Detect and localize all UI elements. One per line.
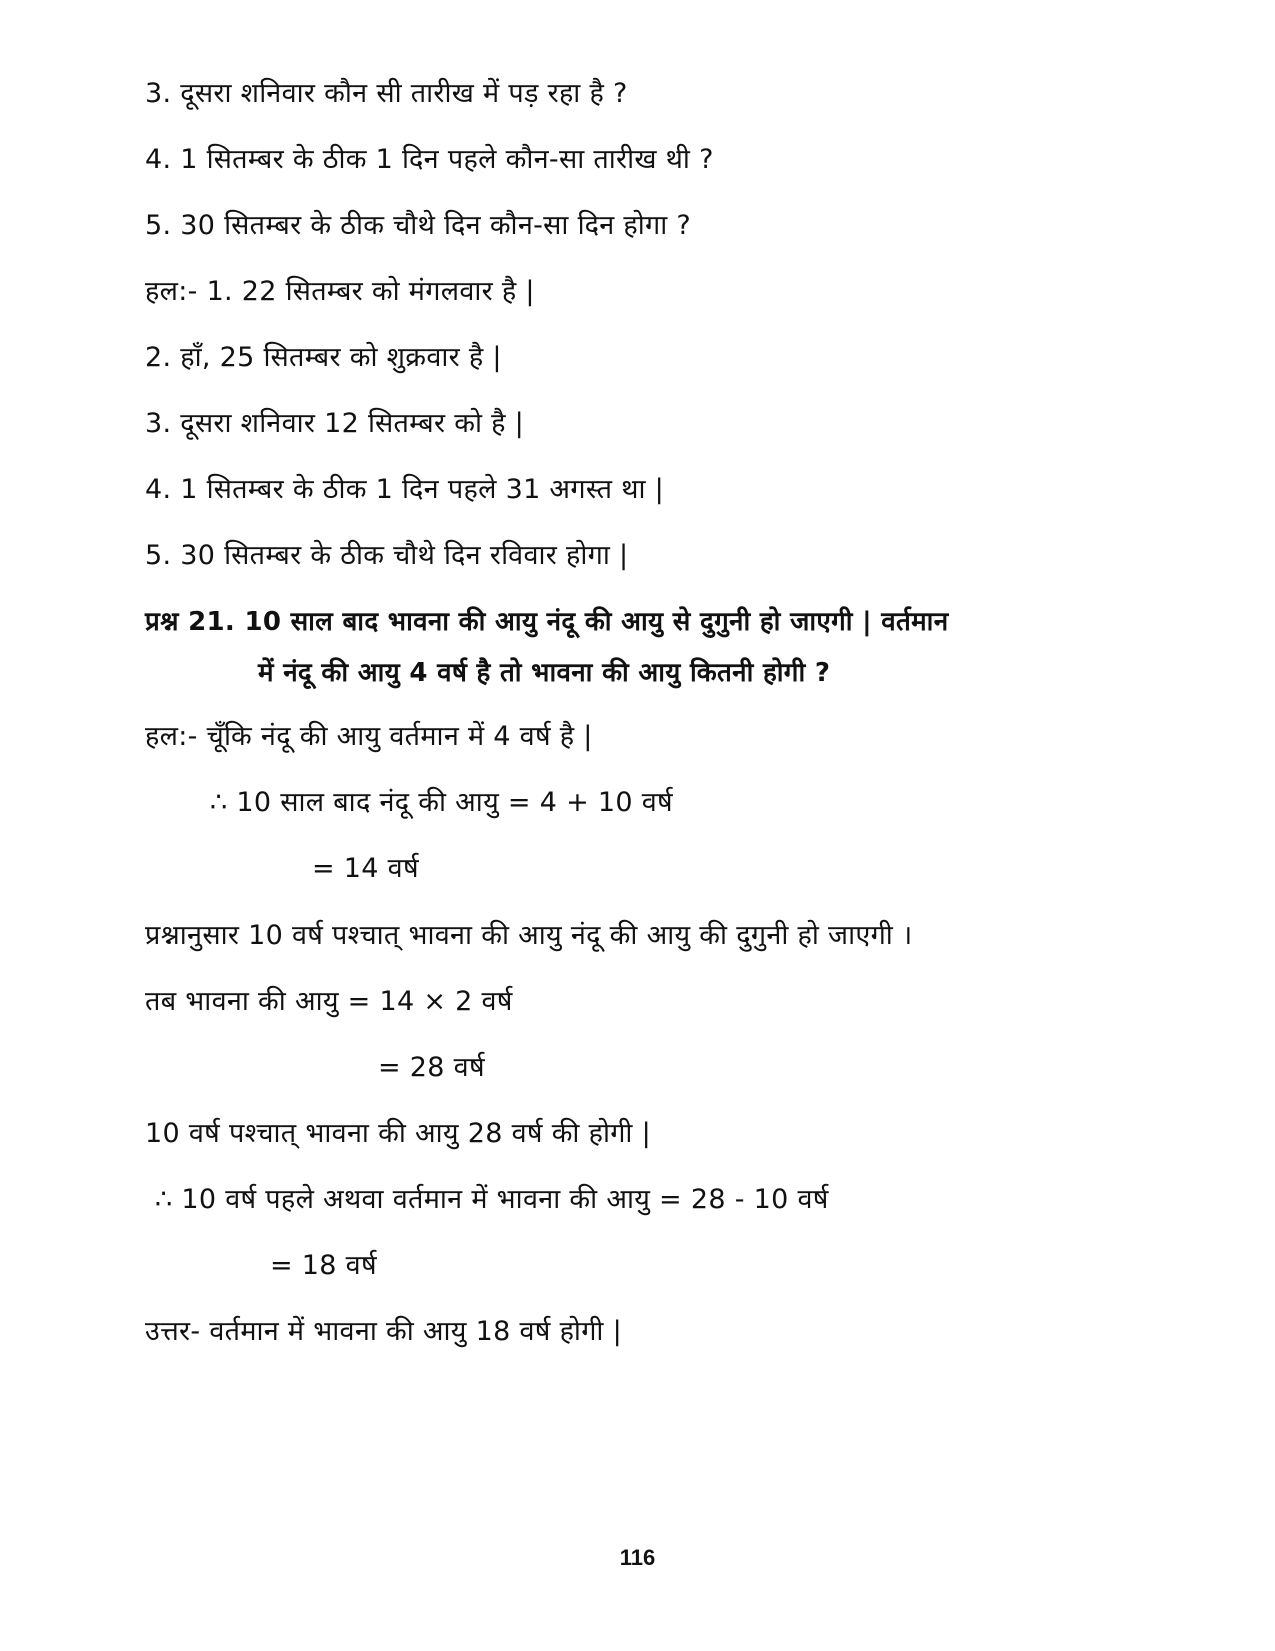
final-answer-text: उत्तर- वर्तमान में भावना की आयु 18 वर्ष होगी | bbox=[145, 1316, 622, 1347]
answer-1-text: हल:- 1. 22 सितम्बर को मंगलवार है | bbox=[145, 276, 535, 307]
answer-3-text: 3. दूसरा शनिवार 12 सितम्बर को है | bbox=[145, 408, 525, 439]
solution-step-3: = 14 वर्ष bbox=[312, 853, 419, 884]
answer-4-text: 4. 1 सितम्बर के ठीक 1 दिन पहले 31 अगस्त था | bbox=[145, 474, 665, 505]
solution-step-5: तब भावना की आयु = 14 × 2 वर्ष bbox=[145, 986, 513, 1017]
solution-step-7: 10 वर्ष पश्चात् भावना की आयु 28 वर्ष की होगी | bbox=[145, 1118, 652, 1149]
answer-2-text: 2. हाँ, 25 सितम्बर को शुक्रवार है | bbox=[145, 342, 502, 373]
answer-5-text: 5. 30 सितम्बर के ठीक चौथे दिन रविवार होगा | bbox=[145, 540, 629, 571]
question-3-text: 3. दूसरा शनिवार कौन सी तारीख में पड़ रहा है ? bbox=[145, 78, 628, 109]
page-number: 116 bbox=[619, 1545, 656, 1570]
question-21-heading-line1: प्रश्न 21. 10 साल बाद भावना की आयु नंदू की आयु से दुगुनी हो जाएगी | वर्तमान bbox=[145, 607, 949, 637]
solution-step-6: = 28 वर्ष bbox=[378, 1052, 485, 1083]
solution-step-4: प्रश्नानुसार 10 वर्ष पश्चात् भावना की आयु नंदू की आयु की दुगुनी हो जाएगी । bbox=[145, 920, 913, 951]
question-5-text: 5. 30 सितम्बर के ठीक चौथे दिन कौन-सा दिन होगा ? bbox=[145, 210, 692, 241]
solution-step-2: ∴ 10 साल बाद नंदू की आयु = 4 + 10 वर्ष bbox=[210, 787, 673, 818]
question-21-heading-line2: में नंदू की आयु 4 वर्ष है तो भावना की आयु कितनी होगी ? bbox=[258, 658, 831, 688]
solution-step-1: हल:- चूँकि नंदू की आयु वर्तमान में 4 वर्ष है | bbox=[145, 721, 593, 752]
solution-step-9: = 18 वर्ष bbox=[270, 1250, 377, 1281]
question-4-text: 4. 1 सितम्बर के ठीक 1 दिन पहले कौन-सा तारीख थी ? bbox=[145, 144, 714, 175]
solution-step-8: ∴ 10 वर्ष पहले अथवा वर्तमान में भावना की आयु = 28 - 10 वर्ष bbox=[155, 1184, 829, 1215]
